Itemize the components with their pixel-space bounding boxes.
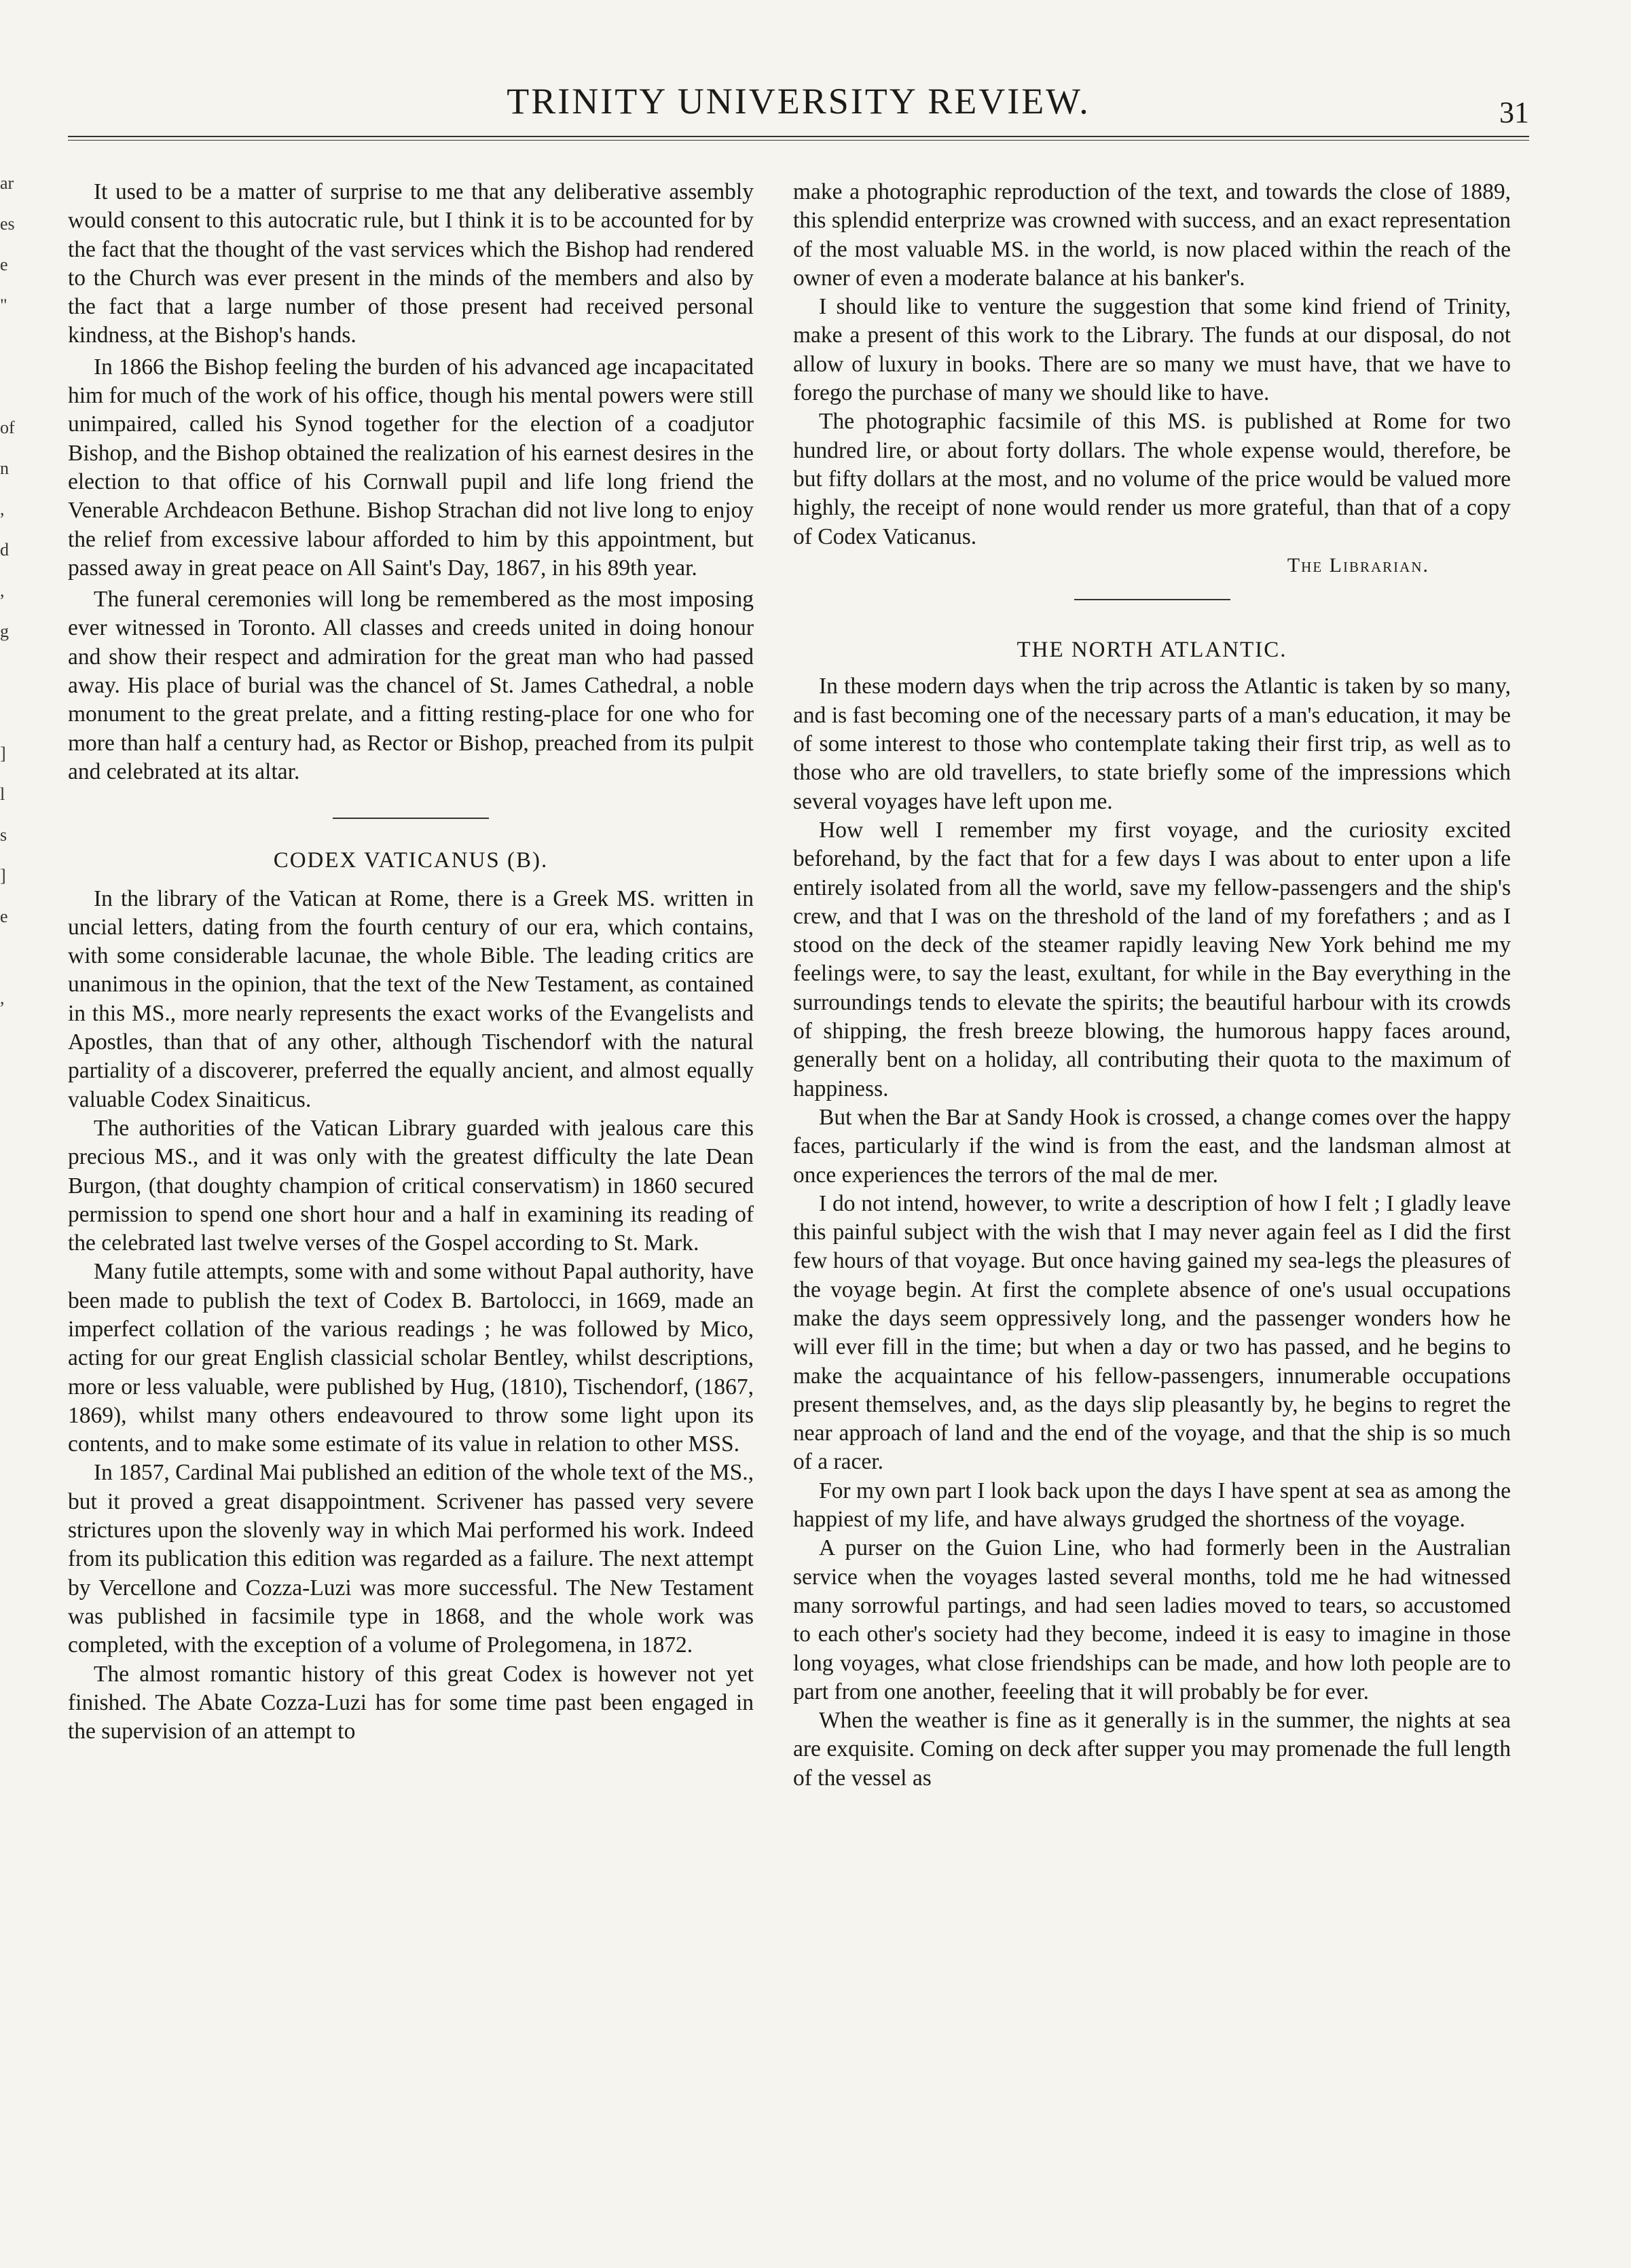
codex-section-title: CODEX VATICANUS (B). (273, 848, 549, 873)
left-margin-fragments: ar es e " of n , d , g ] l s ] e , (0, 173, 15, 1008)
atlantic-paragraph: But when the Bar at Sandy Hook is crossed, a change comes over the happy faces, particularly if the wind is from the east, and the landsman almost at once experiences the terrors of the mal de mer. (793, 1104, 1511, 1188)
codex-paragraph: The authorities of the Vatican Library guarded with jealous care this precious MS., and it was only with the greatest difficulty the late Dean Burgon, (that doughty champion of critical conservatism) in 1860 secured permission to spend one short hour and a half in examining its reading of the celebrated last twelve verses of the Gospel according to St. Mark. (68, 1115, 754, 1256)
page-number: 31 (1499, 96, 1529, 129)
page-header (68, 80, 1529, 148)
codex-paragraph: The almost romantic history of this great Codex is however not yet finished. The Abate Cozza-Luzi has for some time past been engaged in the supervision of an attempt to (68, 1661, 754, 1744)
codex-continued-paragraph: The photographic facsimile of this MS. is published at Rome for two hundred lire, or about forty dollars. The whole expense would, therefore, be but fifty dollars at the most, and no volume of the price would be valued more highly, the receipt of none would render us more grateful, than that of a copy of Codex Vaticanus. (793, 409, 1511, 549)
bishop-paragraph: The funeral ceremonies will long be remembered as the most imposing ever witnessed in Toronto. All classes and creeds united in doing honour and show their respect and admiration for the great man who had passed away. His place of burial was the chancel of St. James Cathedral, a noble monument to the great prelate, and a fitting resting-place for one who for more than half a century had, as Rector or Bishop, preached from its pulpit and celebrated at its altar. (68, 587, 754, 784)
atlantic-paragraph: When the weather is fine as it generally is in the summer, the nights at sea are exquisite. Coming on deck after supper you may promenade the full length of the vessel as (793, 1708, 1511, 1791)
bishop-paragraph: It used to be a matter of surprise to me that any deliberative assembly would consent to this autocratic rule, but I think it is to be accounted for by the fact that the thought of the vast services which the Bishop had rendered to the Church was ever present in the minds of the members and also by the fact that a large number of those present had received personal kindness, at the Bishop's hands. (68, 179, 754, 348)
atlantic-paragraph: In these modern days when the trip across the Atlantic is taken by so many, and is fast becoming one of the necessary parts of a man's education, it may be of some interest to those who contemplate taking their first trip, as well as to those who are old travellers, to state briefly some of the impressions which several voyages have left upon me. (793, 674, 1511, 814)
codex-continued-paragraph: I should like to venture the suggestion that some kind friend of Trinity, make a present of this work to the Library. The funds at our disposal, do not allow of luxury in books. There are so many we must have, that we have to forego the purchase of many we should like to have. (793, 294, 1511, 406)
codex-paragraph: In the library of the Vatican at Rome, there is a Greek MS. written in uncial letters, dating from the fourth century of our era, which contains, with some considerable lacunae, the whole Bible. The leading critics are unanimous in the opinion, that the text of the New Testament, as contained in this MS., more nearly represents the exact works of the Evangelists and Apostles, than that of any other, although Tischendorf with the natural partiality of a discoverer, preferred the equally ancient, and almost equally valuable Codex Sinaiticus. (68, 885, 754, 1112)
codex-continued-paragraph: make a photographic reproduction of the text, and towards the close of 1889, this splendid enterprize was crowned with success, and an exact representation of the most valuable MS. in the world, is now placed within the reach of the owner of even a moderate balance at his banker's. (793, 179, 1511, 291)
section-divider (333, 818, 489, 819)
librarian-signature: The Librarian. (1287, 553, 1429, 577)
atlantic-paragraph: For my own part I look back upon the days I have spent at sea as among the happiest of my life, and have always grudged the shortness of the voyage. (793, 1478, 1511, 1533)
atlantic-paragraph: I do not intend, however, to write a description of how I felt ; I gladly leave this painful subject with the wish that I may never again feel as I did the first few hours of that voyage. But once having gained my sea-legs the pleasures of the voyage begin. At first the complete absence of one's usual occupations make the days seem oppressively long, and the passenger wonders how he will ever fill in the time; but when a day or two has passed, and he begins to make the acquaintance of his fellow-passengers, innumerable occupations present themselves, and, as the days slip pleasantly by, he begins to regret the near approach of land and the end of the voyage, and that the ship is so much of a racer. (793, 1190, 1511, 1475)
codex-paragraph: In 1857, Cardinal Mai published an edition of the whole text of the MS., but it proved a great disappointment. Scrivener has passed very severe strictures upon the slovenly way in which Mai performed his work. Indeed from its publication this edition was regarded as a failure. The next attempt by Vercellone and Cozza-Luzi was more successful. The New Testament was published in facsimile type in 1868, and the whole work was completed, with the exception of a volume of Prolegomena, in 1872. (68, 1460, 754, 1658)
header-rule (68, 136, 1529, 141)
right-column (793, 178, 1511, 1793)
atlantic-section-title: THE NORTH ATLANTIC. (1016, 638, 1287, 663)
atlantic-paragraph: How well I remember my first voyage, and the curiosity excited beforehand, by the fact that for a few days I was about to enter upon a life entirely isolated from all the world, save my fellow-passengers and the ship's crew, and that I was on the threshold of the land of my forefathers ; and as I stood on the deck of the steamer rapidly leaving New York behind me my feelings were, to say the least, exultant, for while in the Bay everything in the surroundings tends to elevate the spirits; the beautiful harbour with its crowds of shipping, the fresh breeze blowing, the humorous happy faces around, generally bent on a holiday, all contributing their quota to the maximum of happiness. (793, 817, 1511, 1101)
bishop-paragraph: In 1866 the Bishop feeling the burden of his advanced age incapacitated him for much of the work of his office, though his mental powers were still unimpaired, called his Synod together for the election of a coadjutor Bishop, and the Bishop obtained the realization of his earnest desires in the election to that office of his Cornwall pupil and life long friend the Venerable Archdeacon Bethune. Bishop Strachan did not live long to enjoy the relief from excessive labour afforded to him by this appointment, but passed away in great peace on All Saint's Day, 1867, in his 89th year. (68, 354, 754, 581)
journal-title: TRINITY UNIVERSITY REVIEW. (507, 81, 1091, 122)
left-column (68, 178, 754, 1746)
codex-paragraph: Many futile attempts, some with and some without Papal authority, have been made to publish the text of Codex B. Bartolocci, in 1669, made an imperfect collation of the various readings ; he was followed by Mico, acting for our great English classicial scholar Bentley, whilst descriptions, more or less valuable, were published by Hug, (1810), Tischendorf, (1867, 1869), whilst many others endeavoured to throw some light upon its contents, and to make some estimate of its value in relation to other MSS. (68, 1259, 754, 1457)
section-divider (1074, 599, 1230, 600)
atlantic-paragraph: A purser on the Guion Line, who had formerly been in the Australian service when the voyages lasted several months, told me he had witnessed many sorrowful partings, and had seen ladies moved to tears, so accustomed to each other's society had they become, indeed it is easy to imagine in those long voyages, what close friendships can be made, and how loth people are to part from one another, feeeling that it will probably be for ever. (793, 1535, 1511, 1704)
